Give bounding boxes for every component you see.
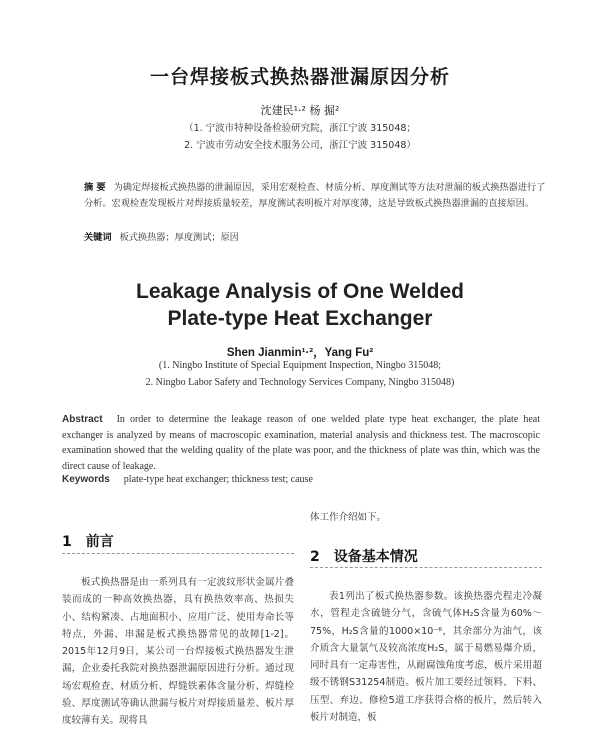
english-abstract-label: Abstract — [62, 414, 103, 425]
english-keywords-label: Keywords — [62, 474, 110, 485]
chinese-keywords-label: 关键词 — [84, 232, 112, 243]
chinese-abstract-text: 为确定焊接板式换热器的泄漏原因，采用宏观检查、材质分析、厚度测试等方法对泄漏的板式换热器进行了分析。宏观检查发现板片对焊接质量较差，厚度测试表明板片对厚度薄，这是导致板式换热器泄漏的直接原因。 — [84, 182, 546, 209]
section-1-body: 板式换热器是由一系列具有一定波纹形状金属片叠装而成的一种高效换热器，具有换热效率高、热损失小、结构紧凑、占地面积小、应用广泛、使用寿命长等特点，外漏、串漏是板式换热器常见的故障[1-2]。2015年12月9日，某公司一台焊接板式换热器发生泄漏，企业委托我院对换热器泄漏原因进行分析。通过现场宏观检查、材质分析、焊缝铁素体含量分析、焊缝检验、厚度测试等确认泄漏与板片对焊接质量差、板片厚度较薄有关。现将具 — [62, 577, 294, 727]
english-keywords-text: plate-type heat exchanger; thickness test; cause — [123, 474, 313, 485]
section-2-title: 设备基本情况 — [333, 549, 418, 565]
chinese-abstract-label: 摘 要 — [84, 182, 106, 193]
english-affiliation-2: 2. Ningbo Labor Safety and Technology Services Company, Ningbo 315048) — [145, 377, 455, 388]
chinese-keywords-text: 板式换热器；厚度测试；原因 — [119, 232, 239, 243]
chinese-abstract — [84, 180, 554, 212]
section-2-body: 表1列出了板式换热器参数。该换热器壳程走冷凝水，管程走含硫链分气，含硫气体H₂S含量为60%～75%，H₂S含量的1000×10⁻⁶，其余部分为油气，该介质含大量氯气及较高浓度H₂S，属于易燃易爆介质，同时具有一定毒害性，从耐腐蚀角度考虑，板片采用超级不锈钢S31254制造。板片加工要经过领料、下料、压型、弃边、修检5道工序获得合格的板片，然后转入板片对制造，板 — [310, 591, 542, 724]
right-column-continuation: 体工作介绍如下。 — [310, 512, 387, 523]
section-1-title: 前言 — [85, 534, 114, 550]
section-2-number: 2 — [310, 549, 320, 565]
section-2-divider — [310, 567, 542, 568]
section-1-divider — [62, 553, 294, 554]
chinese-title: 一台焊接板式换热器泄漏原因分析 — [149, 66, 450, 88]
english-title — [0, 278, 600, 332]
english-title-line-2: Plate-type Heat Exchanger — [167, 307, 433, 330]
english-authors: Shen Jianmin¹·²，Yang Fu² — [226, 347, 374, 359]
chinese-affiliation-1: （1. 宁波市特种设备检验研究院，浙江宁波 315048； — [184, 123, 416, 134]
section-2-heading — [310, 546, 418, 566]
english-affiliation-1: (1. Ningbo Institute of Special Equipment Inspection, Ningbo 315048; — [158, 360, 442, 371]
chinese-authors: 沈建民¹·² 杨 掘² — [260, 104, 340, 117]
english-abstract-text: In order to determine the leakage reason of one welded plate type heat exchanger, the plate heat exchanger is analyzed by means of macroscopic examination, material analysis and thickness test. The macroscopic examination showed that the welding quality of the plate was poor, and the thickness of plate was thin, which was the direct cause of leakage. — [62, 414, 540, 472]
english-abstract — [62, 412, 540, 474]
section-1-number: 1 — [62, 534, 72, 550]
english-keywords — [62, 474, 540, 485]
chinese-affiliation-2: 2. 宁波市劳动安全技术服务公司，浙江宁波 315048） — [184, 140, 416, 151]
english-title-line-1: Leakage Analysis of One Welded — [136, 280, 464, 303]
chinese-keywords — [84, 229, 554, 243]
section-1-heading — [62, 531, 114, 551]
